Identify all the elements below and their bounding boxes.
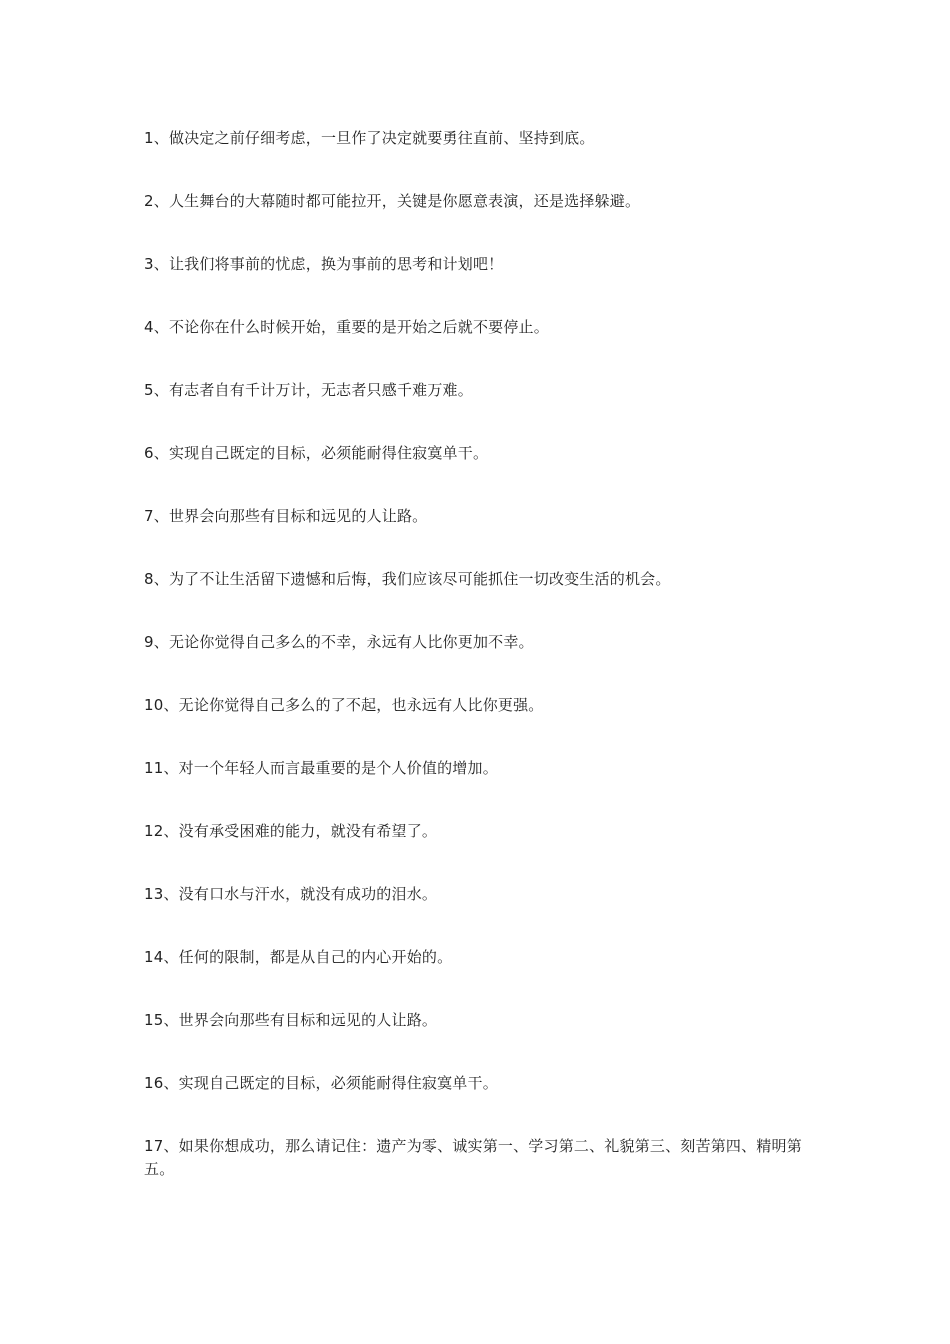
quote-item: 5、有志者自有千计万计，无志者只感千难万难。: [144, 381, 473, 399]
quote-item: 2、人生舞台的大幕随时都可能拉开，关键是你愿意表演，还是选择躲避。: [144, 192, 641, 210]
quote-item: 13、没有口水与汗水，就没有成功的泪水。: [144, 885, 438, 903]
quote-item: 3、让我们将事前的忧虑，换为事前的思考和计划吧！: [144, 255, 504, 273]
quote-item: 6、实现自己既定的目标，必须能耐得住寂寞单干。: [144, 444, 489, 462]
quote-item: 10、无论你觉得自己多么的了不起，也永远有人比你更强。: [144, 696, 544, 714]
quote-item: 1、做决定之前仔细考虑，一旦作了决定就要勇往直前、坚持到底。: [144, 129, 595, 147]
quote-item: 11、对一个年轻人而言最重要的是个人价值的增加。: [144, 759, 498, 777]
quote-item: 12、没有承受困难的能力，就没有希望了。: [144, 822, 438, 840]
quote-list: [144, 127, 830, 1181]
quote-item: 14、任何的限制，都是从自己的内心开始的。: [144, 948, 453, 966]
quote-item: 17、如果你想成功，那么请记住：遗产为零、诚实第一、学习第二、礼貌第三、刻苦第四、精明第五。: [144, 1137, 802, 1178]
quote-item: 4、不论你在什么时候开始，重要的是开始之后就不要停止。: [144, 318, 549, 336]
quote-item: 15、世界会向那些有目标和远见的人让路。: [144, 1011, 438, 1029]
quote-item: 7、世界会向那些有目标和远见的人让路。: [144, 507, 428, 525]
quote-item: 9、无论你觉得自己多么的不幸，永远有人比你更加不幸。: [144, 633, 534, 651]
quote-item: 16、实现自己既定的目标，必须能耐得住寂寞单干。: [144, 1074, 498, 1092]
quote-item: 8、为了不让生活留下遗憾和后悔，我们应该尽可能抓住一切改变生活的机会。: [144, 570, 671, 588]
